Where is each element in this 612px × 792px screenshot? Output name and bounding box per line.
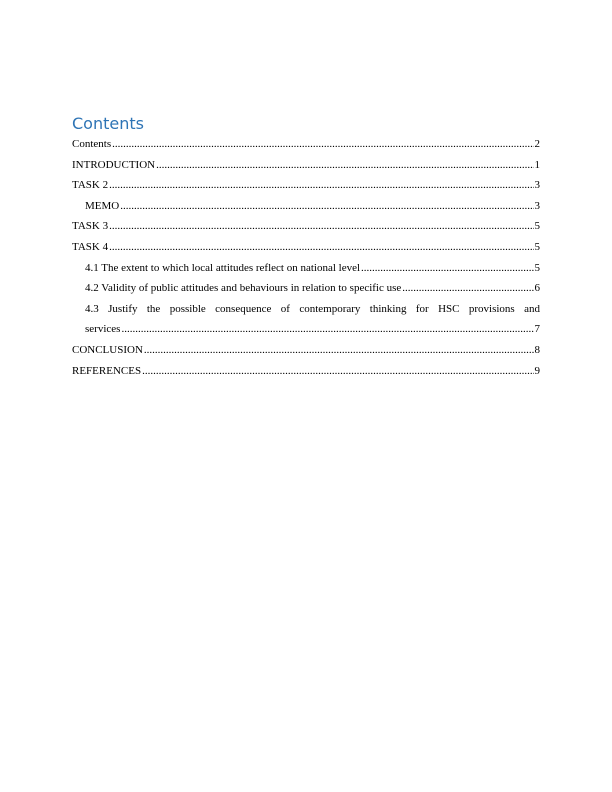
toc-page-number: 3 [534,179,540,192]
toc-page-number: 3 [534,199,540,212]
toc-entry-label: 4.2 Validity of public attitudes and behaviours in relation to specific use [85,282,402,295]
table-of-contents [72,134,540,381]
dot-leader [120,196,533,217]
toc-entry-references[interactable] [72,361,540,382]
toc-entry-label: MEMO [85,199,120,212]
toc-page-number: 6 [534,282,540,295]
dot-leader [144,340,534,361]
toc-entry-task-4[interactable] [72,237,540,258]
toc-entry-label: 4.1 The extent to which local attitudes reflect on national level [85,261,361,274]
toc-page-number: 9 [534,364,540,377]
toc-entry-4-2[interactable] [72,278,540,299]
toc-page-number: 5 [534,240,540,253]
dot-leader [109,237,533,258]
toc-page-number: 7 [534,323,540,336]
toc-entry-label: Contents [72,138,112,150]
toc-entry-label-line1: 4.3 Justify the possible consequence of contemporary thinking for HSC provisions and [85,302,540,315]
dot-leader [361,258,533,279]
toc-page-number: 2 [534,138,540,150]
toc-entry-line2 [85,319,540,340]
dot-leader [402,278,533,299]
dot-leader [109,175,533,196]
dot-leader [112,134,533,155]
toc-entry-introduction[interactable] [72,155,540,176]
toc-entry-label-line2: services [85,323,121,336]
toc-entry-label: TASK 4 [72,240,109,253]
dot-leader [121,319,533,340]
toc-entry-4-1[interactable] [72,258,540,279]
toc-heading: Contents [72,114,144,133]
toc-entry-task-3[interactable] [72,216,540,237]
toc-entry-label: TASK 2 [72,179,109,192]
toc-page-number: 5 [534,261,540,274]
toc-entry-conclusion[interactable] [72,340,540,361]
toc-entry-memo[interactable] [72,196,540,217]
dot-leader [109,216,533,237]
toc-entry-label: CONCLUSION [72,343,143,356]
toc-entry-task-2[interactable] [72,175,540,196]
toc-entry-contents[interactable] [72,134,540,155]
toc-entry-label: INTRODUCTION [72,158,156,171]
toc-page-number: 1 [534,158,540,171]
dot-leader [142,361,533,382]
dot-leader [156,155,533,176]
toc-entry-label: REFERENCES [72,364,142,377]
toc-page-number: 5 [534,220,540,233]
toc-entry-4-3[interactable] [72,299,540,340]
toc-page-number: 8 [534,343,540,356]
toc-entry-label: TASK 3 [72,220,109,233]
